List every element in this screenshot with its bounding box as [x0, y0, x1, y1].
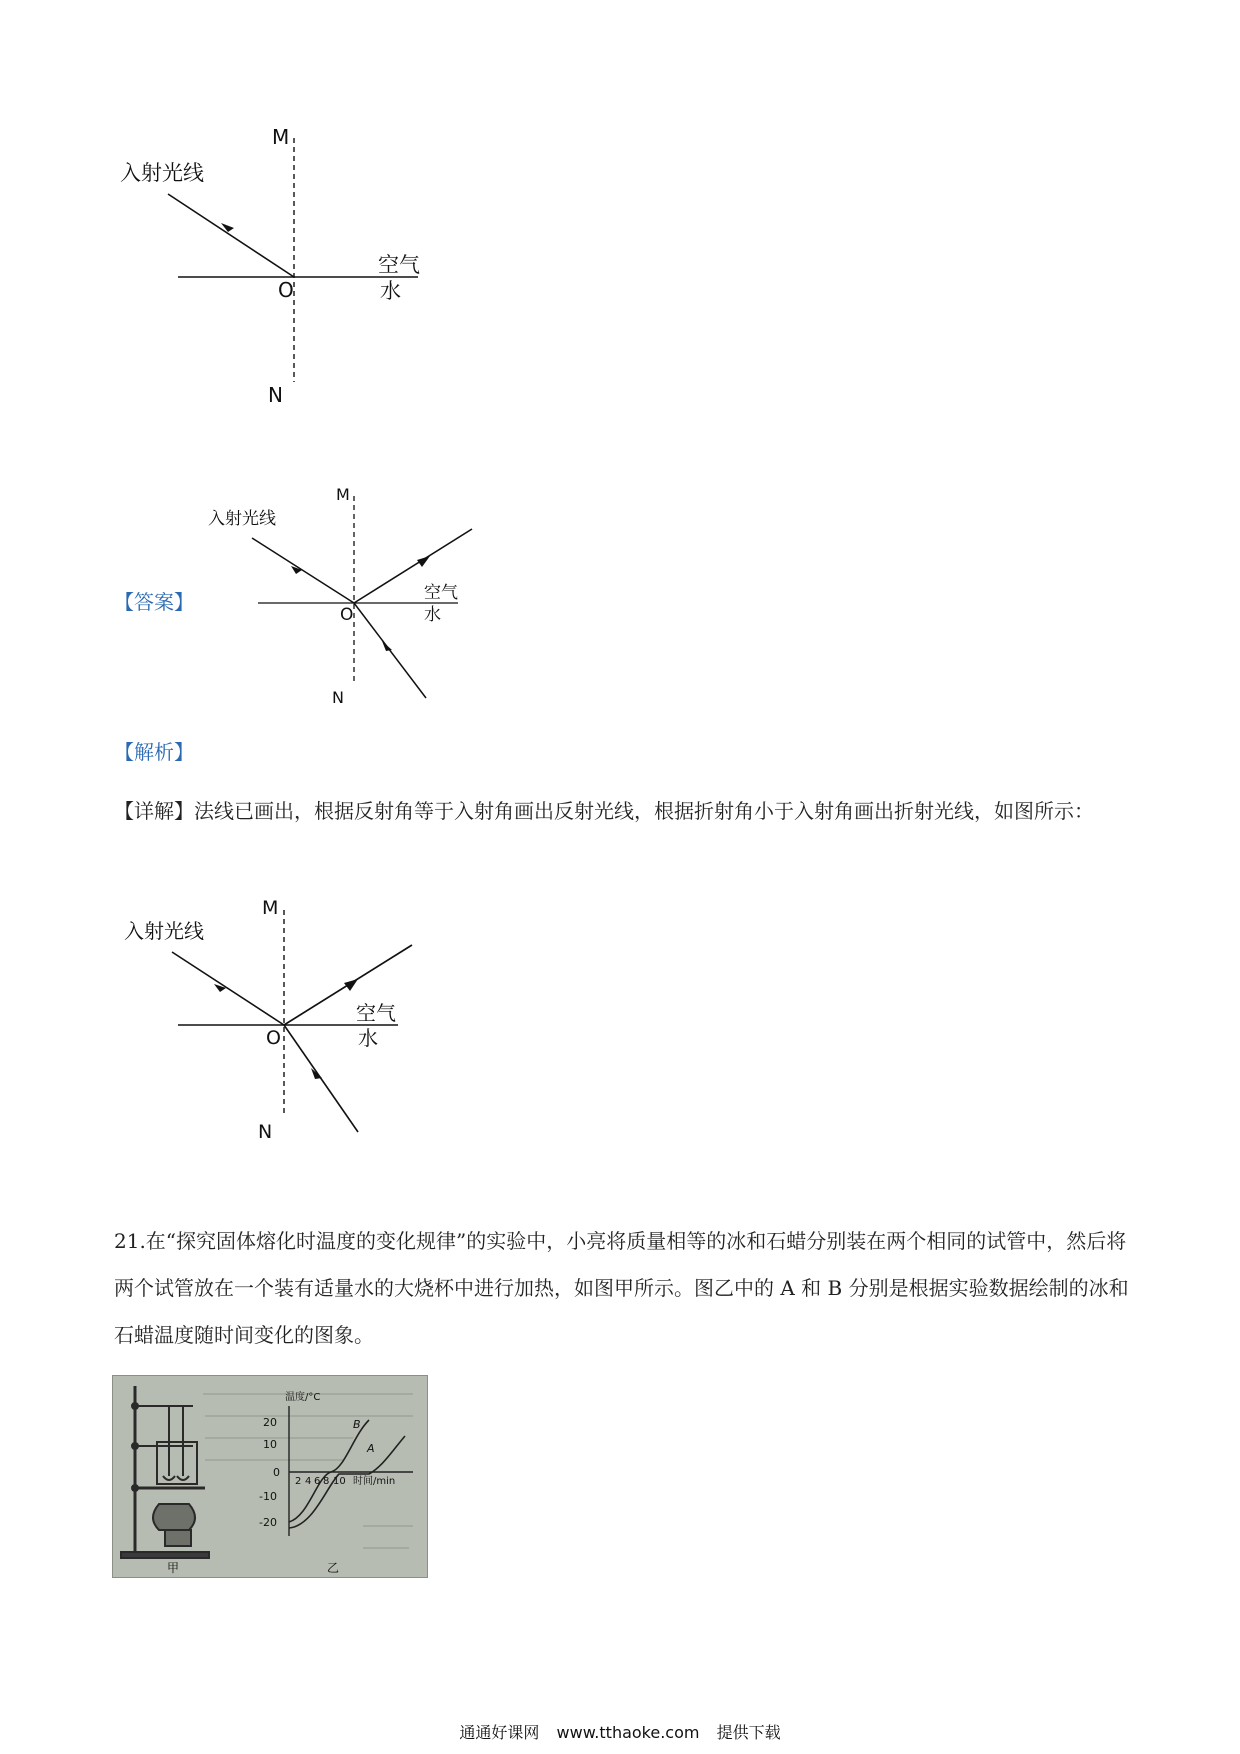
label-o: O	[278, 278, 294, 302]
footer-url[interactable]: www.tthaoke.com	[556, 1723, 700, 1742]
detail-text: 法线已画出，根据反射角等于入射角画出反射光线，根据折射角小于入射角画出折射光线，如图所示：	[194, 799, 1094, 823]
graph-y-tick-minus20: -20	[259, 1516, 277, 1529]
apparatus-jia	[121, 1386, 209, 1558]
label-incident: 入射光线	[120, 161, 204, 185]
footer-site-name: 通通好课网	[459, 1723, 540, 1742]
graph-y-tick-minus10: -10	[259, 1490, 277, 1503]
label-m: M	[336, 485, 350, 504]
label-o: O	[340, 605, 354, 625]
label-n: N	[268, 383, 283, 407]
incident-ray	[252, 538, 354, 603]
question-21-text: 21.在“探究固体熔化时温度的变化规律”的实验中，小亮将质量相等的冰和石蜡分别装在两个相同的试管中，然后将两个试管放在一个装有适量水的大烧杯中进行加热，如图甲所示。图乙中的 A 和 B 分别是根据实验数据绘制的冰和石蜡温度随时间变化的图象。	[114, 1229, 1129, 1347]
label-m: M	[272, 125, 290, 149]
graph-y-tick-10: 10	[263, 1438, 277, 1451]
incident-ray	[172, 952, 284, 1025]
label-air: 空气	[424, 583, 458, 603]
page-footer	[0, 1720, 1240, 1743]
refracted-arrow-icon	[311, 1068, 322, 1079]
figure-answer	[200, 478, 500, 718]
curve-label-a: A	[367, 1442, 375, 1455]
label-n: N	[258, 1121, 273, 1143]
label-air: 空气	[356, 1001, 396, 1025]
label-incident: 入射光线	[124, 919, 204, 943]
graph-x-tick-6: 6	[314, 1476, 321, 1487]
footer-suffix: 提供下载	[716, 1723, 781, 1742]
label-water: 水	[424, 605, 441, 625]
label-incident: 入射光线	[208, 509, 276, 529]
reflected-arrow-icon	[344, 979, 358, 991]
graph-x-tick-8: 8	[323, 1476, 330, 1487]
graph-y-tick-0: 0	[273, 1466, 280, 1479]
graph-x-tick-4: 4	[305, 1476, 312, 1487]
refracted-ray	[354, 603, 426, 698]
curve-label-b: B	[353, 1418, 361, 1431]
graph-axis-x: 时间/min	[353, 1476, 396, 1487]
label-air: 空气	[378, 253, 420, 277]
label-water: 水	[358, 1026, 378, 1050]
graph-axis-y: 温度/°C	[285, 1392, 321, 1403]
figure-detail	[110, 888, 450, 1158]
experiment-illustration	[113, 1376, 427, 1577]
detail-tag: 【详解】	[114, 799, 194, 823]
answer-tag: 【答案】	[114, 590, 194, 614]
experiment-photo	[112, 1375, 428, 1578]
incident-ray	[168, 194, 294, 277]
label-n: N	[332, 688, 344, 707]
photo-label-yi: 乙	[327, 1561, 340, 1575]
refracted-arrow-icon	[382, 641, 392, 651]
graph-x-tick-10: 10	[333, 1476, 346, 1487]
label-o: O	[266, 1027, 281, 1049]
graph-y-tick-20: 20	[263, 1416, 277, 1429]
label-m: M	[262, 897, 279, 919]
detail-paragraph	[114, 788, 1134, 835]
graph-yi	[289, 1406, 413, 1536]
figure-incident-ray	[100, 120, 440, 420]
graph-x-tick-2: 2	[295, 1476, 302, 1487]
refracted-ray	[284, 1025, 358, 1132]
analysis-tag: 【解析】	[114, 740, 194, 764]
label-water: 水	[380, 279, 401, 303]
reflected-arrow-icon	[417, 556, 430, 567]
photo-label-jia: 甲	[167, 1561, 180, 1575]
